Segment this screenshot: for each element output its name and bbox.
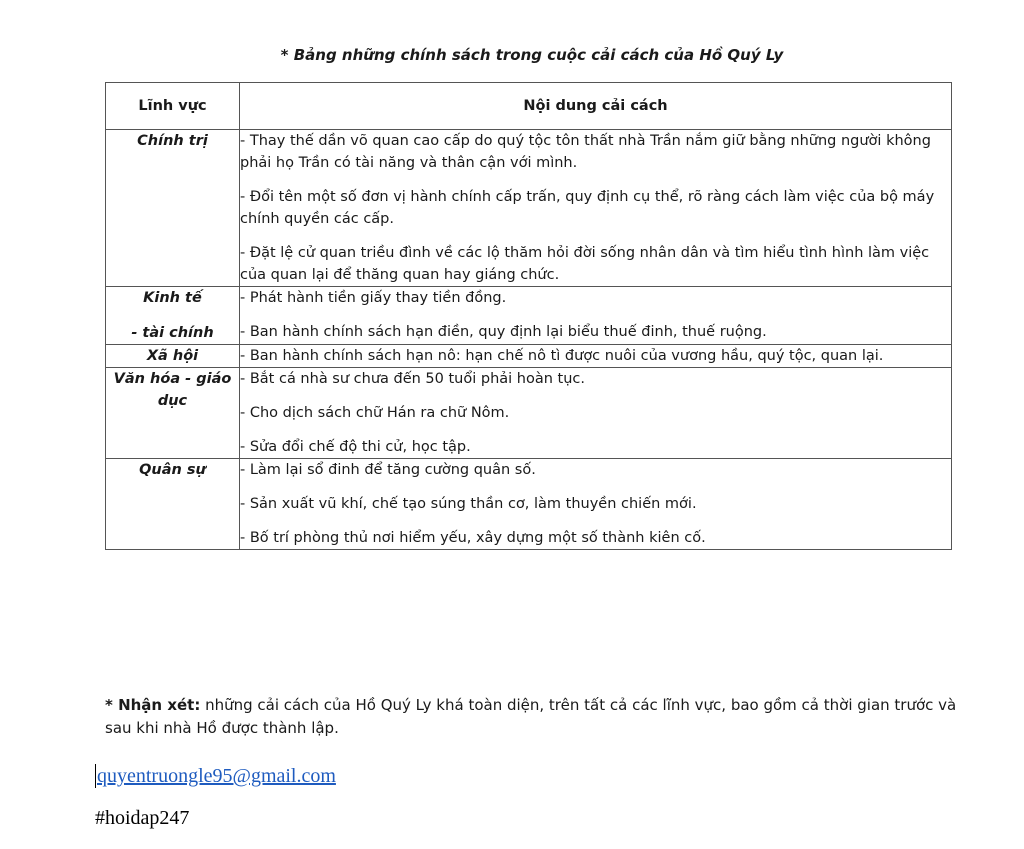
content-item: - Cho dịch sách chữ Hán ra chữ Nôm. — [240, 405, 510, 421]
content-cell — [240, 287, 952, 345]
content-cell — [240, 459, 952, 550]
content-cell — [240, 130, 952, 287]
table-row-military — [106, 459, 952, 550]
field-label: Kinh tế — [143, 290, 202, 306]
field-cell — [106, 287, 240, 345]
content-item: - Bắt cá nhà sư chưa đến 50 tuổi phải hoàn tục. — [240, 371, 585, 387]
content-item: - Ban hành chính sách hạn nô: hạn chế nô tì được nuôi của vương hầu, quý tộc, quan lại. — [240, 348, 884, 364]
field-label: Chính trị — [137, 133, 208, 149]
field-cell — [106, 130, 240, 287]
field-label: dục — [157, 393, 188, 409]
content-item: - Bố trí phòng thủ nơi hiểm yếu, xây dựng một số thành kiên cố. — [240, 530, 706, 546]
header-field: Lĩnh vực — [106, 83, 240, 130]
table-row-economy — [106, 287, 952, 345]
field-label: Quân sự — [139, 462, 206, 478]
email-link[interactable]: quyentruongle95@gmail.com — [97, 765, 336, 787]
remark-text: những cải cách của Hồ Quý Ly khá toàn diện, trên tất cả các lĩnh vực, bao gồm cả thời gian trước và sau khi nhà Hồ được thành lập. — [105, 696, 957, 737]
content-item: - Đặt lệ cử quan triều đình về các lộ thăm hỏi đời sống nhân dân và tìm hiểu tình hình làm việc của quan lại để thăng quan hay giáng chức. — [240, 245, 930, 283]
content-item: - Sửa đổi chế độ thi cử, học tập. — [240, 439, 471, 455]
document-title: * Bảng những chính sách trong cuộc cải cách của Hồ Quý Ly — [280, 46, 784, 64]
content-item: - Thay thế dần võ quan cao cấp do quý tộc tôn thất nhà Trần nắm giữ bằng những người không phải họ Trần có tài năng và thân cận với mình. — [240, 133, 931, 171]
table-row-culture — [106, 368, 952, 459]
field-label: Xã hội — [146, 348, 199, 364]
field-label: Văn hóa - giáo — [113, 371, 232, 387]
table-row-politics — [106, 130, 952, 287]
content-item: - Sản xuất vũ khí, chế tạo súng thần cơ, làm thuyền chiến mới. — [240, 496, 697, 512]
table-row-society — [106, 345, 952, 368]
remark-label: * Nhận xét: — [105, 696, 201, 714]
field-cell — [106, 368, 240, 459]
remark-paragraph — [105, 694, 960, 740]
content-item: - Phát hành tiền giấy thay tiền đồng. — [240, 290, 507, 306]
field-cell — [106, 459, 240, 550]
content-cell — [240, 345, 952, 368]
field-cell — [106, 345, 240, 368]
content-item: - Làm lại sổ đinh để tăng cường quân số. — [240, 462, 536, 478]
content-item: - Ban hành chính sách hạn điền, quy định lại biểu thuế đinh, thuế ruộng. — [240, 324, 767, 340]
content-cell — [240, 368, 952, 459]
hashtag-text: #hoidap247 — [95, 807, 190, 829]
field-label: - tài chính — [131, 325, 214, 341]
header-content: Nội dung cải cách — [240, 83, 952, 130]
content-item: - Đổi tên một số đơn vị hành chính cấp trấn, quy định cụ thể, rõ ràng cách làm việc của bộ máy chính quyền các cấp. — [240, 189, 935, 227]
table-header-row — [106, 83, 952, 130]
reform-table — [105, 82, 952, 550]
